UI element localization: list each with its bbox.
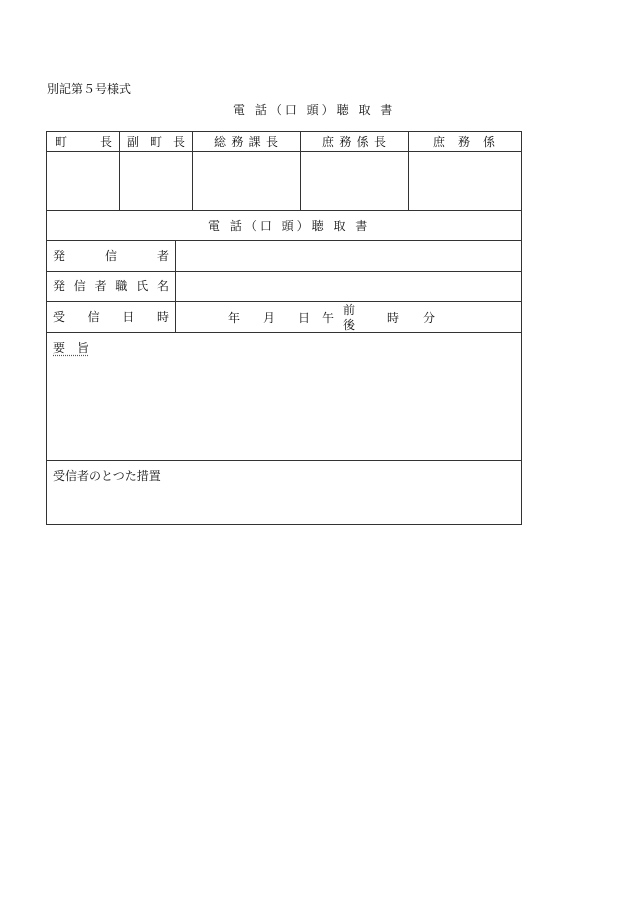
stamp-box-section-chief[interactable] (301, 152, 408, 210)
sender-name-field[interactable] (176, 272, 520, 301)
sender-name-label: 発 信 者 職 氏 名 (53, 279, 169, 293)
minute-label: 分 (423, 311, 436, 325)
page-title: 電 話（口 頭）聴 取 書 (233, 103, 396, 117)
approval-header-section-chief: 庶 務 係 長 (322, 135, 386, 149)
summary-field[interactable] (47, 358, 520, 459)
form-id: 別記第５号様式 (47, 82, 132, 96)
sender-field[interactable] (176, 241, 520, 271)
ampm-prefix: 午 (322, 311, 335, 325)
day-label: 日 (298, 311, 311, 325)
action-taken-label: 受信者のとつた措置 (53, 469, 161, 483)
stamp-box-general-affairs-chief[interactable] (193, 152, 300, 210)
approval-header-mayor: 町 長 (55, 135, 112, 149)
received-datetime-label: 受 信 日 時 (53, 310, 169, 324)
stamp-box-deputy-mayor[interactable] (120, 152, 192, 210)
stamp-box-section-staff[interactable] (409, 152, 520, 210)
action-taken-field[interactable] (47, 486, 520, 522)
hour-label: 時 (387, 311, 400, 325)
pm-label: 後 (343, 318, 356, 332)
section-title: 電 話（口 頭）聴 取 書 (208, 219, 371, 233)
am-label: 前 (343, 303, 356, 317)
approval-header-general-affairs-chief: 総 務 課 長 (214, 135, 278, 149)
approval-header-deputy-mayor: 副 町 長 (127, 135, 185, 149)
sender-label: 発 信 者 (53, 249, 169, 263)
stamp-box-mayor[interactable] (47, 152, 119, 210)
month-label: 月 (263, 311, 276, 325)
summary-label: 要 旨 (53, 341, 90, 355)
approval-header-section-staff: 庶 務 係 (433, 135, 495, 149)
year-label: 年 (228, 311, 241, 325)
